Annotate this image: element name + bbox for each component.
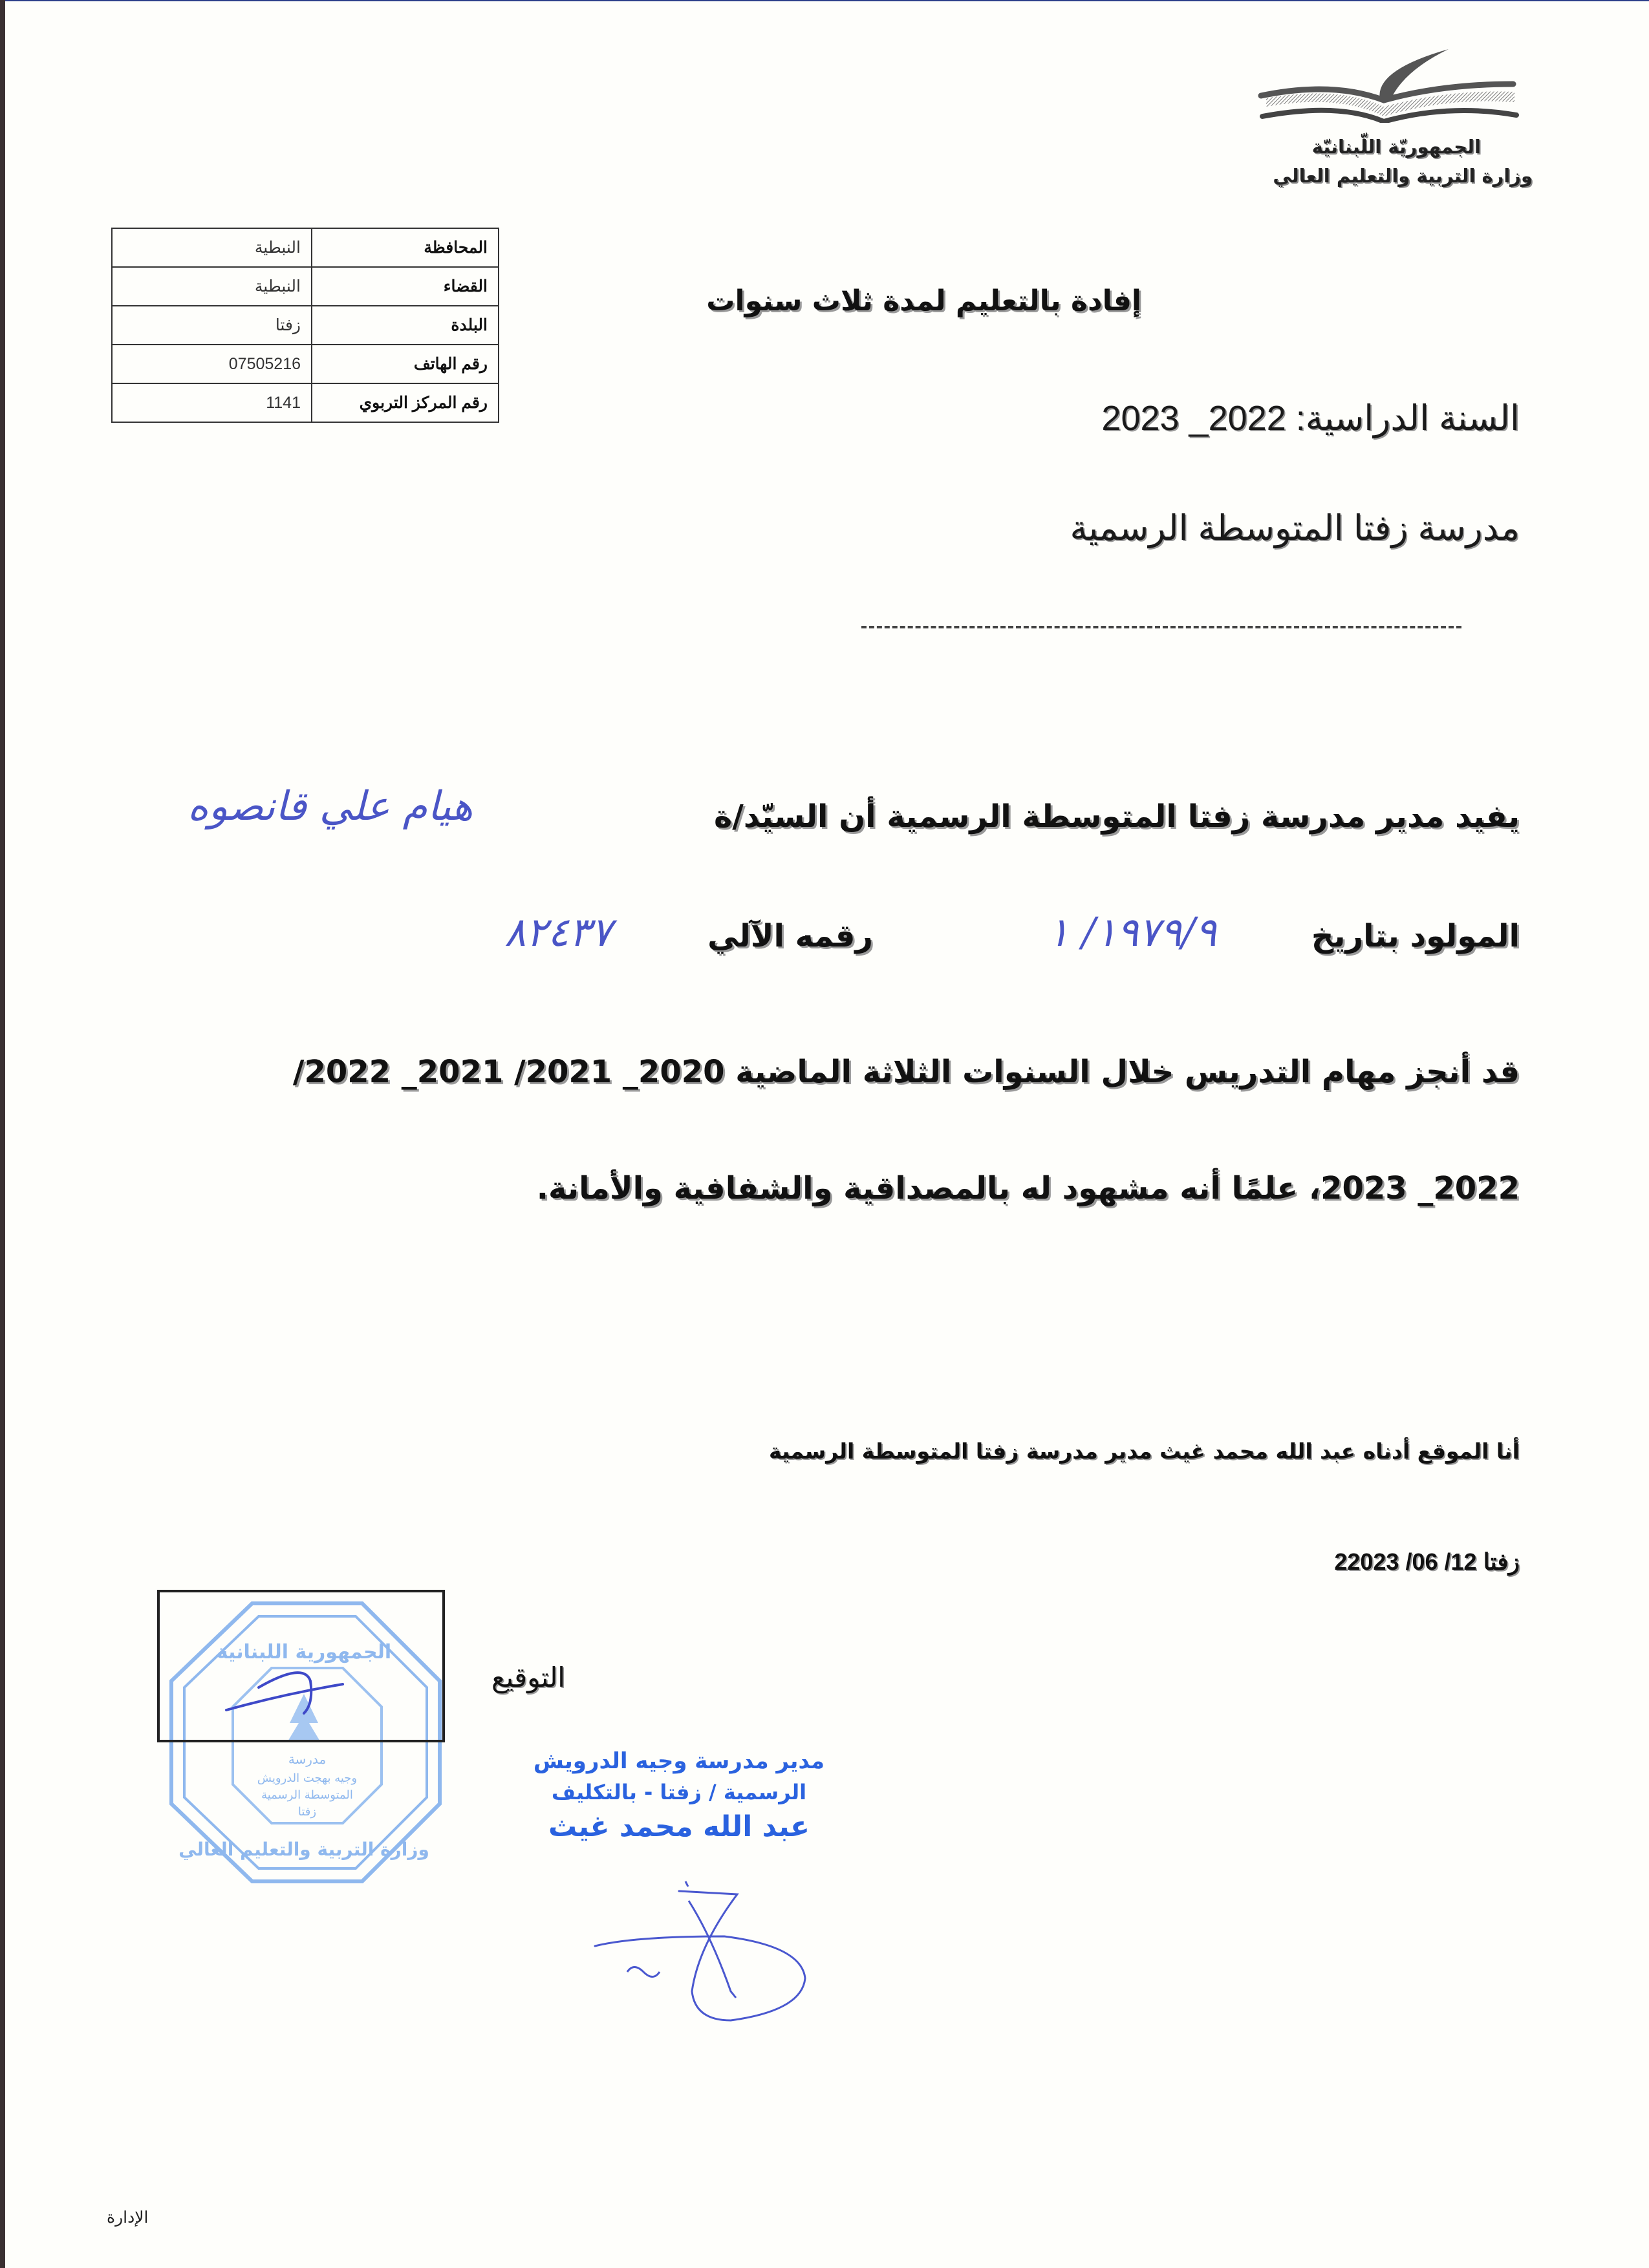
birth-date-handwritten: ١٩٧٩/٩/ ١ [1048, 908, 1217, 956]
table-row [112, 228, 499, 267]
body-line-3: قد أنجز مهام التدريس خلال السنوات الثلاثة الماضية 2020_ 2021/ 2021_ 2022/ [292, 1054, 1520, 1090]
director-stamp-line-2: الرسمية / زفتا - بالتكليف [551, 1780, 807, 1804]
scan-top-edge [5, 0, 1649, 1]
table-row [112, 267, 499, 306]
school-info-table [111, 228, 499, 423]
document-title: إفادة بالتعليم لمدة ثلاث سنوات [706, 284, 1141, 317]
district-value: النبطية [112, 267, 312, 306]
table-row [112, 306, 499, 345]
footer-administration: الإدارة [107, 2208, 149, 2227]
center-number-value: 1141 [112, 383, 312, 422]
director-stamp-line-3: عبد الله محمد غيث [548, 1810, 810, 1843]
signer-statement: أنا الموقع أدناه عبد الله محمد غيث مدير مدرسة زفتا المتوسطة الرسمية [769, 1439, 1520, 1464]
table-row [112, 383, 499, 422]
academic-year: السنة الدراسية: 2022_ 2023 [1101, 399, 1520, 438]
place-and-date: زفتا 12/ 06/ 22023 [1334, 1548, 1520, 1575]
table-row [112, 345, 499, 383]
dashed-divider [861, 626, 1461, 628]
open-book-icon [1255, 45, 1526, 123]
director-stamp [498, 1746, 860, 1846]
registration-number-label: رقمه الآلي [707, 918, 873, 954]
registration-number-handwritten: ٨٢٤٣٧ [504, 908, 612, 956]
teacher-name-handwritten: هيام علي قانصوه [188, 782, 473, 829]
body-line-4: 2022_ 2023، علمًا أنه مشهود له بالمصداقية والشفافية والأمانة. [536, 1170, 1520, 1206]
handwritten-signature-icon [582, 1875, 815, 2030]
svg-text:المتوسطة الرسمية: المتوسطة الرسمية [261, 1788, 353, 1802]
school-name: مدرسة زفتا المتوسطة الرسمية [1070, 509, 1520, 548]
svg-text:مدرسة: مدرسة [288, 1751, 327, 1767]
scan-edge [0, 0, 5, 2268]
body-line-1: يفيد مدير مدرسة زفتا المتوسطة الرسمية أن السيّد/ة [713, 798, 1520, 835]
phone-value: 07505216 [112, 345, 312, 383]
ministry-name: وزارة التربية والتعليم العالي [1273, 165, 1533, 187]
phone-label: رقم الهاتف [312, 345, 499, 383]
republic-name: الجمهوريّة اللّبنانيّة [1311, 136, 1481, 158]
signature-label: التوقيع [491, 1662, 565, 1693]
stamp-box [157, 1590, 445, 1742]
town-label: البلدة [312, 306, 499, 345]
district-label: القضاء [312, 267, 499, 306]
svg-text:زفتا: زفتا [297, 1805, 317, 1819]
svg-text:وجيه بهجت الدرويش: وجيه بهجت الدرويش [257, 1771, 358, 1785]
svg-text:وزارة التربية والتعليم العالي: وزارة التربية والتعليم العالي [178, 1839, 429, 1860]
governorate-value: النبطية [112, 228, 312, 267]
born-label: المولود بتاريخ [1311, 918, 1520, 954]
center-number-label: رقم المركز التربوي [312, 383, 499, 422]
svg-text:الجمهورية اللبنانية: الجمهورية اللبنانية [216, 1641, 392, 1664]
director-stamp-line-1: مدير مدرسة وجيه الدرويش [533, 1748, 825, 1774]
town-value: زفتا [112, 306, 312, 345]
governorate-label: المحافظة [312, 228, 499, 267]
ministry-logo [1242, 45, 1533, 213]
